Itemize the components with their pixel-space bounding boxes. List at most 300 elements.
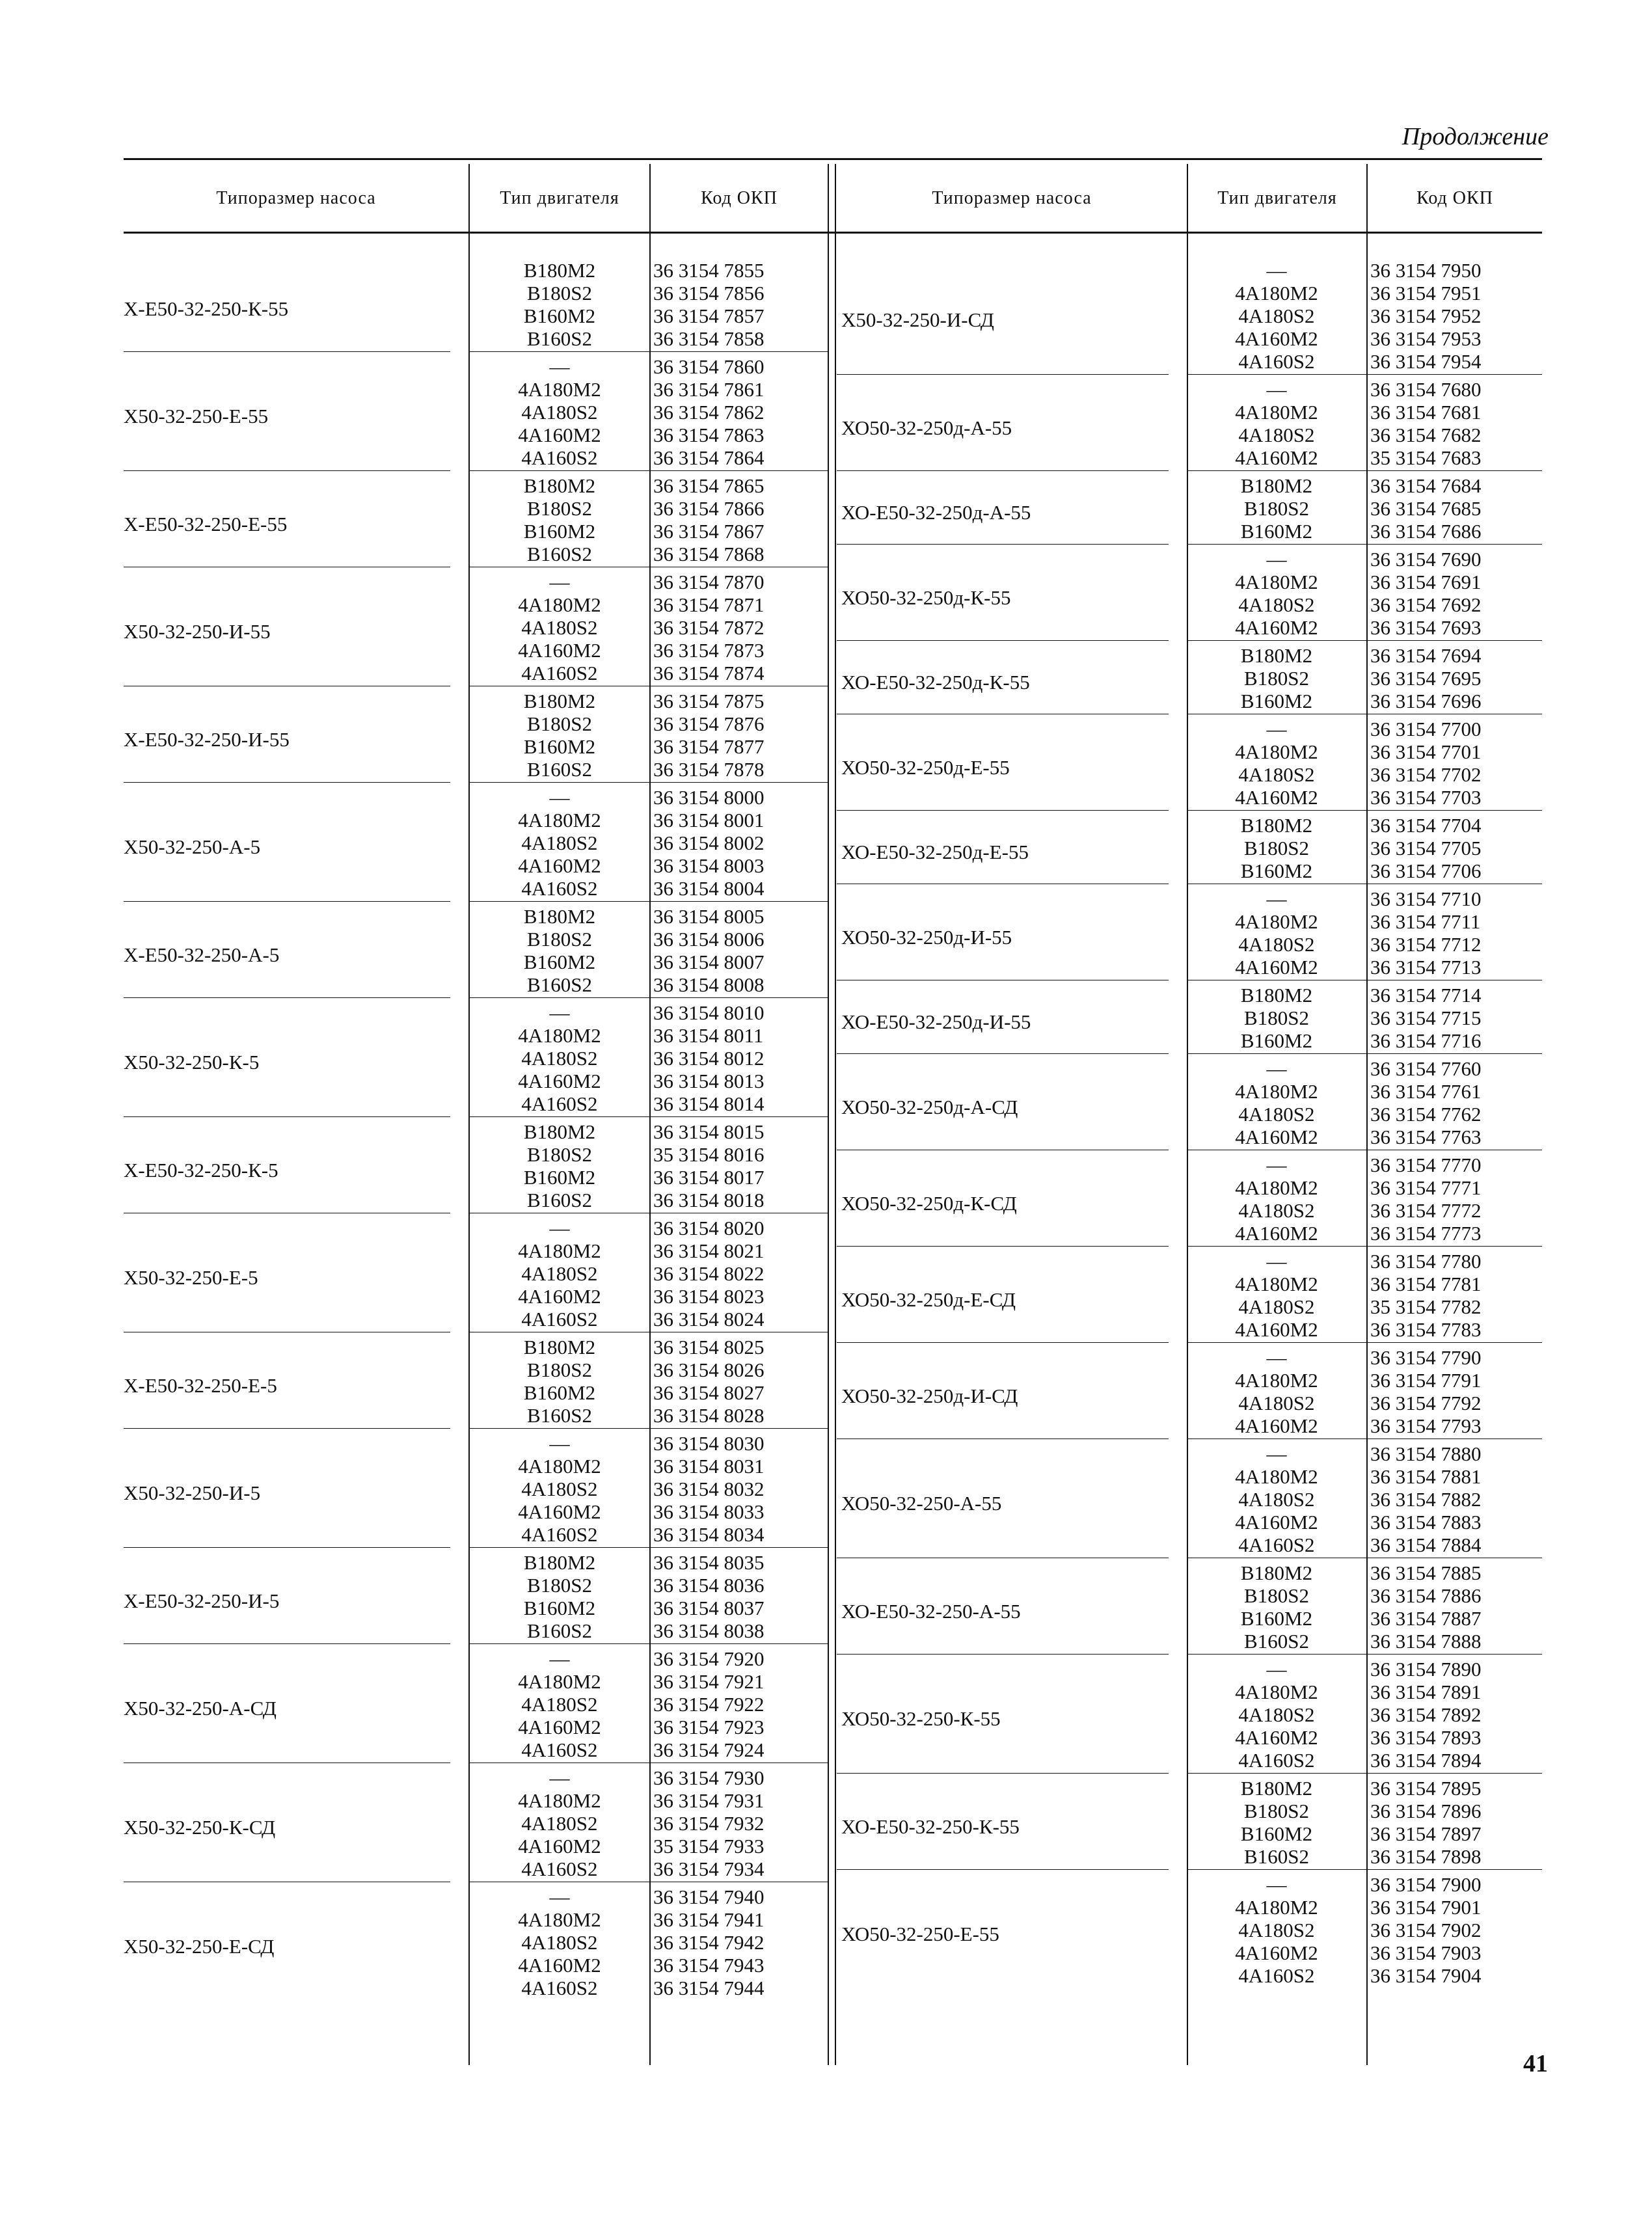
okp-code-cell: 36 3154 7700 bbox=[1370, 718, 1482, 740]
motor-type-cell: В180М2 bbox=[523, 1551, 596, 1574]
okp-code-cell: 35 3154 7933 bbox=[653, 1835, 765, 1858]
okp-code-cell: 36 3154 8025 bbox=[653, 1336, 765, 1358]
group-separator-rule bbox=[837, 810, 1169, 811]
okp-code-cell: 36 3154 8032 bbox=[653, 1478, 765, 1500]
pump-size-label: ХО50-32-250д-К-СД bbox=[841, 1191, 1017, 1215]
motor-type-cell: В180М2 bbox=[1240, 984, 1313, 1006]
okp-code-cell: 36 3154 7903 bbox=[1370, 1941, 1482, 1964]
motor-type-cell: — bbox=[1266, 1346, 1287, 1369]
okp-code-cell: 36 3154 7934 bbox=[653, 1858, 765, 1880]
okp-code-cell: 36 3154 8012 bbox=[653, 1047, 765, 1070]
pump-size-label: Х50-32-250-Е-55 bbox=[124, 405, 269, 427]
motor-type-cell: 4А160S2 bbox=[521, 877, 598, 900]
motor-type-cell: 4А180S2 bbox=[521, 1931, 598, 1954]
okp-code-cell: 36 3154 7888 bbox=[1370, 1630, 1482, 1653]
motor-type-cell: — bbox=[1266, 548, 1287, 571]
motor-type-cell: 4А160S2 bbox=[521, 446, 598, 469]
motor-type-cell: 4А160М2 bbox=[518, 1716, 601, 1738]
motor-type-cell: — bbox=[549, 1647, 570, 1670]
motor-type-cell: 4А180М2 bbox=[518, 1024, 601, 1047]
header-pump-right: Типоразмер насоса bbox=[932, 188, 1092, 208]
okp-code-cell: 36 3154 8015 bbox=[653, 1120, 765, 1143]
okp-code-cell: 36 3154 8005 bbox=[653, 905, 765, 928]
motor-type-cell: В180S2 bbox=[1244, 1584, 1309, 1607]
motor-type-cell: — bbox=[1266, 1250, 1287, 1273]
motor-type-cell: В180S2 bbox=[527, 282, 592, 304]
okp-code-cell: 36 3154 7895 bbox=[1370, 1777, 1482, 1800]
motor-type-cell: 4А180S2 bbox=[1238, 304, 1315, 327]
motor-type-cell: — bbox=[1266, 1442, 1287, 1465]
okp-code-cell: 36 3154 8017 bbox=[653, 1166, 765, 1189]
okp-code-cell: 36 3154 7773 bbox=[1370, 1222, 1482, 1245]
pump-size-label: ХО50-32-250-К-55 bbox=[841, 1707, 1001, 1730]
motor-type-cell: 4А180S2 bbox=[521, 831, 598, 854]
motor-type-cell: 4А180S2 bbox=[521, 401, 598, 424]
motor-type-cell: 4А160S2 bbox=[521, 1092, 598, 1115]
pump-size-label: ХО50-32-250д-А-СД bbox=[841, 1095, 1018, 1118]
motor-type-cell: В180М2 bbox=[523, 690, 596, 712]
motor-type-cell: 4А160S2 bbox=[1238, 1964, 1315, 1987]
okp-code-cell: 36 3154 7714 bbox=[1370, 984, 1482, 1006]
group-separator-rule bbox=[1188, 1654, 1542, 1655]
okp-code-cell: 36 3154 8034 bbox=[653, 1523, 765, 1546]
motor-type-cell: В160М2 bbox=[523, 1381, 596, 1404]
motor-type-cell: 4А160М2 bbox=[1235, 616, 1318, 639]
group-separator-rule bbox=[837, 374, 1169, 375]
pump-size-label: ХО50-32-250д-А-55 bbox=[841, 416, 1012, 439]
okp-code-cell: 36 3154 7702 bbox=[1370, 763, 1482, 786]
okp-code-cell: 36 3154 7867 bbox=[653, 520, 765, 543]
okp-code-cell: 36 3154 7878 bbox=[653, 758, 765, 781]
okp-code-cell: 36 3154 7866 bbox=[653, 497, 765, 520]
okp-code-cell: 36 3154 7896 bbox=[1370, 1800, 1482, 1822]
okp-code-cell: 36 3154 7881 bbox=[1370, 1465, 1482, 1488]
okp-code-cell: 36 3154 7857 bbox=[653, 304, 765, 327]
okp-code-cell: 36 3154 7904 bbox=[1370, 1964, 1482, 1987]
okp-code-cell: 36 3154 7856 bbox=[653, 282, 765, 304]
okp-code-cell: 36 3154 7901 bbox=[1370, 1896, 1482, 1919]
group-separator-rule bbox=[124, 351, 450, 352]
motor-type-cell: 4А180М2 bbox=[1235, 571, 1318, 593]
okp-code-cell: 36 3154 7862 bbox=[653, 401, 765, 424]
pump-size-label: Х50-32-250-К-СД bbox=[124, 1816, 276, 1839]
motor-type-cell: 4А180S2 bbox=[1238, 1392, 1315, 1414]
motor-type-cell: 4А160М2 bbox=[518, 854, 601, 877]
okp-code-cell: 36 3154 8008 bbox=[653, 973, 765, 996]
pump-size-label: ХО-Е50-32-250-К-55 bbox=[841, 1815, 1020, 1838]
group-separator-rule bbox=[470, 1643, 828, 1644]
okp-code-cell: 36 3154 7761 bbox=[1370, 1080, 1482, 1103]
motor-type-cell: 4А180М2 bbox=[1235, 1176, 1318, 1199]
motor-type-cell: В160М2 bbox=[1240, 1607, 1313, 1630]
motor-type-cell: — bbox=[1266, 718, 1287, 740]
motor-type-cell: 4А160М2 bbox=[518, 1835, 601, 1858]
group-separator-rule bbox=[837, 640, 1169, 641]
okp-code-cell: 36 3154 7716 bbox=[1370, 1029, 1482, 1052]
okp-code-cell: 35 3154 8016 bbox=[653, 1143, 765, 1166]
group-separator-rule bbox=[124, 997, 450, 998]
okp-code-cell: 36 3154 7692 bbox=[1370, 593, 1482, 616]
group-separator-rule bbox=[470, 782, 828, 783]
motor-type-cell: — bbox=[1266, 1154, 1287, 1176]
group-separator-rule bbox=[124, 470, 450, 471]
group-separator-rule bbox=[1188, 640, 1542, 641]
okp-code-cell: 36 3154 7942 bbox=[653, 1931, 765, 1954]
okp-code-cell: 36 3154 7772 bbox=[1370, 1199, 1482, 1222]
group-separator-rule bbox=[124, 782, 450, 783]
motor-type-cell: В160М2 bbox=[523, 520, 596, 543]
continuation-note: Продолжение bbox=[1401, 123, 1549, 150]
motor-type-cell: В160М2 bbox=[1240, 690, 1313, 712]
okp-code-cell: 36 3154 7902 bbox=[1370, 1919, 1482, 1941]
okp-code-cell: 36 3154 7703 bbox=[1370, 786, 1482, 809]
okp-code-cell: 36 3154 8026 bbox=[653, 1358, 765, 1381]
okp-code-cell: 35 3154 7683 bbox=[1370, 446, 1482, 469]
group-separator-rule bbox=[470, 1547, 828, 1548]
okp-code-cell: 36 3154 8001 bbox=[653, 809, 765, 831]
okp-code-cell: 36 3154 8013 bbox=[653, 1070, 765, 1092]
motor-type-cell: — bbox=[1266, 887, 1287, 910]
motor-type-cell: В180S2 bbox=[527, 1574, 592, 1597]
group-separator-rule bbox=[124, 1547, 450, 1548]
motor-type-cell: 4А180S2 bbox=[1238, 933, 1315, 956]
okp-code-cell: 36 3154 7930 bbox=[653, 1766, 765, 1789]
motor-type-cell: В180S2 bbox=[1244, 497, 1309, 520]
pump-size-label: Х50-32-250-И-55 bbox=[124, 620, 271, 643]
group-separator-rule bbox=[470, 901, 828, 902]
motor-type-cell: В160S2 bbox=[527, 1619, 592, 1642]
header-motor-left: Тип двигателя bbox=[500, 188, 619, 208]
okp-code-cell: 36 3154 7711 bbox=[1370, 910, 1481, 933]
okp-code-cell: 36 3154 7953 bbox=[1370, 327, 1482, 350]
motor-type-cell: В180S2 bbox=[527, 1143, 592, 1166]
motor-type-cell: В180М2 bbox=[523, 1336, 596, 1358]
motor-type-cell: 4А180М2 bbox=[518, 1455, 601, 1478]
column-rule bbox=[1187, 164, 1188, 2065]
motor-type-cell: В180М2 bbox=[1240, 474, 1313, 497]
pump-size-label: Х50-32-250-И-5 bbox=[124, 1481, 261, 1504]
motor-type-cell: 4А160М2 bbox=[1235, 327, 1318, 350]
header-pump-left: Типоразмер насоса bbox=[216, 188, 376, 208]
okp-code-cell: 36 3154 7944 bbox=[653, 1977, 765, 1999]
okp-code-cell: 36 3154 8007 bbox=[653, 951, 765, 973]
okp-code-cell: 36 3154 7760 bbox=[1370, 1057, 1482, 1080]
motor-type-cell: В160S2 bbox=[527, 1189, 592, 1211]
motor-type-cell: В180S2 bbox=[527, 712, 592, 735]
group-separator-rule bbox=[837, 1053, 1169, 1054]
motor-type-cell: 4А180М2 bbox=[518, 378, 601, 401]
pump-size-label: Х-Е50-32-250-Е-5 bbox=[124, 1373, 277, 1397]
group-separator-rule bbox=[470, 997, 828, 998]
okp-code-cell: 36 3154 8036 bbox=[653, 1574, 765, 1597]
okp-code-cell: 36 3154 8037 bbox=[653, 1597, 765, 1619]
okp-code-cell: 36 3154 7891 bbox=[1370, 1681, 1482, 1703]
group-separator-rule bbox=[1188, 1053, 1542, 1054]
motor-type-cell: 4А180М2 bbox=[1235, 1465, 1318, 1488]
motor-type-cell: 4А180S2 bbox=[521, 1693, 598, 1716]
okp-code-cell: 36 3154 7690 bbox=[1370, 548, 1482, 571]
pump-size-label: Х-Е50-32-250-К-55 bbox=[124, 297, 289, 320]
motor-type-cell: 4А180S2 bbox=[521, 1262, 598, 1285]
motor-type-cell: 4А160S2 bbox=[1238, 1749, 1315, 1772]
motor-type-cell: 4А160S2 bbox=[521, 1977, 598, 1999]
okp-code-cell: 36 3154 7705 bbox=[1370, 837, 1482, 859]
okp-code-cell: 36 3154 7695 bbox=[1370, 667, 1482, 690]
okp-code-cell: 36 3154 8006 bbox=[653, 928, 765, 951]
okp-code-cell: 36 3154 8003 bbox=[653, 854, 765, 877]
pump-size-label: Х50-32-250-А-5 bbox=[124, 835, 261, 858]
pump-size-label: ХО50-32-250д-Е-55 bbox=[841, 755, 1010, 779]
okp-code-cell: 36 3154 7780 bbox=[1370, 1250, 1482, 1273]
motor-type-cell: 4А180М2 bbox=[1235, 1896, 1318, 1919]
motor-type-cell: В180М2 bbox=[1240, 644, 1313, 667]
motor-type-cell: — bbox=[1266, 378, 1287, 401]
okp-code-cell: 36 3154 8023 bbox=[653, 1285, 765, 1308]
header-code-left: Код ОКП bbox=[701, 188, 778, 208]
okp-code-cell: 36 3154 8028 bbox=[653, 1404, 765, 1427]
okp-code-cell: 36 3154 7932 bbox=[653, 1812, 765, 1835]
motor-type-cell: 4А160М2 bbox=[1235, 1222, 1318, 1245]
okp-code-cell: 36 3154 7941 bbox=[653, 1908, 765, 1931]
motor-type-cell: 4А180М2 bbox=[518, 1239, 601, 1262]
pump-size-label: Х50-32-250-И-СД bbox=[841, 308, 994, 331]
okp-code-cell: 36 3154 8014 bbox=[653, 1092, 765, 1115]
pump-size-label: ХО50-32-250д-И-55 bbox=[841, 925, 1012, 949]
column-rule bbox=[828, 164, 829, 2065]
group-separator-rule bbox=[470, 351, 828, 352]
okp-code-cell: 36 3154 7873 bbox=[653, 639, 765, 662]
okp-code-cell: 36 3154 7860 bbox=[653, 355, 765, 378]
okp-code-cell: 36 3154 7885 bbox=[1370, 1561, 1482, 1584]
okp-code-cell: 36 3154 7886 bbox=[1370, 1584, 1482, 1607]
okp-code-cell: 36 3154 7940 bbox=[653, 1885, 765, 1908]
okp-code-cell: 36 3154 8011 bbox=[653, 1024, 764, 1047]
motor-type-cell: В180М2 bbox=[523, 905, 596, 928]
motor-type-cell: 4А180М2 bbox=[1235, 910, 1318, 933]
motor-type-cell: 4А180S2 bbox=[1238, 593, 1315, 616]
pump-size-label: Х50-32-250-А-СД bbox=[124, 1697, 277, 1720]
motor-type-cell: 4А180М2 bbox=[518, 809, 601, 831]
page-number: 41 bbox=[1523, 2050, 1548, 2077]
okp-code-cell: 36 3154 7684 bbox=[1370, 474, 1482, 497]
motor-type-cell: 4А180М2 bbox=[1235, 401, 1318, 424]
motor-type-cell: В160М2 bbox=[523, 304, 596, 327]
group-separator-rule bbox=[1188, 374, 1542, 375]
motor-type-cell: В160S2 bbox=[1244, 1630, 1309, 1653]
okp-code-cell: 36 3154 8035 bbox=[653, 1551, 765, 1574]
okp-code-cell: 36 3154 7762 bbox=[1370, 1103, 1482, 1126]
okp-code-cell: 36 3154 7710 bbox=[1370, 887, 1482, 910]
okp-code-cell: 36 3154 7861 bbox=[653, 378, 765, 401]
okp-code-cell: 36 3154 7763 bbox=[1370, 1126, 1482, 1148]
group-separator-rule bbox=[1188, 1869, 1542, 1870]
group-separator-rule bbox=[124, 1428, 450, 1429]
motor-type-cell: 4А180S2 bbox=[521, 1812, 598, 1835]
okp-code-cell: 36 3154 7680 bbox=[1370, 378, 1482, 401]
motor-type-cell: 4А160S2 bbox=[1238, 350, 1315, 373]
okp-code-cell: 36 3154 7870 bbox=[653, 571, 765, 593]
group-separator-rule bbox=[470, 1428, 828, 1429]
motor-type-cell: В160М2 bbox=[523, 1166, 596, 1189]
pump-size-label: ХО-Е50-32-250д-К-55 bbox=[841, 671, 1030, 694]
okp-code-cell: 36 3154 7868 bbox=[653, 543, 765, 565]
okp-code-cell: 36 3154 7715 bbox=[1370, 1006, 1482, 1029]
motor-type-cell: — bbox=[1266, 1658, 1287, 1681]
group-separator-rule bbox=[1188, 544, 1542, 545]
motor-type-cell: В180S2 bbox=[1244, 1800, 1309, 1822]
group-separator-rule bbox=[1188, 1342, 1542, 1343]
okp-code-cell: 36 3154 7770 bbox=[1370, 1154, 1482, 1176]
okp-code-cell: 36 3154 8027 bbox=[653, 1381, 765, 1404]
group-separator-rule bbox=[470, 470, 828, 471]
motor-type-cell: 4А160М2 bbox=[518, 639, 601, 662]
header-motor-right: Тип двигателя bbox=[1217, 188, 1337, 208]
okp-code-cell: 36 3154 7686 bbox=[1370, 520, 1482, 543]
okp-code-cell: 36 3154 7713 bbox=[1370, 956, 1482, 979]
okp-code-cell: 36 3154 8021 bbox=[653, 1239, 765, 1262]
motor-type-cell: В160М2 bbox=[1240, 1822, 1313, 1845]
okp-code-cell: 36 3154 7694 bbox=[1370, 644, 1482, 667]
motor-type-cell: 4А160S2 bbox=[1238, 1533, 1315, 1556]
motor-type-cell: В180М2 bbox=[1240, 1777, 1313, 1800]
okp-code-cell: 36 3154 7855 bbox=[653, 259, 765, 282]
motor-type-cell: В180S2 bbox=[527, 497, 592, 520]
motor-type-cell: 4А180S2 bbox=[1238, 1919, 1315, 1941]
okp-code-cell: 36 3154 7890 bbox=[1370, 1658, 1482, 1681]
motor-type-cell: 4А160S2 bbox=[521, 1738, 598, 1761]
okp-code-cell: 36 3154 7954 bbox=[1370, 350, 1482, 373]
okp-code-cell: 36 3154 7696 bbox=[1370, 690, 1482, 712]
motor-type-cell: 4А160М2 bbox=[1235, 1126, 1318, 1148]
motor-type-cell: В160S2 bbox=[1244, 1845, 1309, 1868]
motor-type-cell: В160М2 bbox=[523, 1597, 596, 1619]
okp-code-cell: 36 3154 7893 bbox=[1370, 1726, 1482, 1749]
okp-code-cell: 36 3154 7950 bbox=[1370, 259, 1482, 282]
motor-type-cell: 4А160М2 bbox=[518, 1070, 601, 1092]
motor-type-cell: В160М2 bbox=[1240, 859, 1313, 882]
okp-code-cell: 36 3154 7882 bbox=[1370, 1488, 1482, 1511]
motor-type-cell: — bbox=[1266, 1873, 1287, 1896]
motor-type-cell: 4А160S2 bbox=[521, 662, 598, 684]
pump-size-label: Х50-32-250-К-5 bbox=[124, 1051, 260, 1074]
okp-code-cell: 36 3154 7706 bbox=[1370, 859, 1482, 882]
pump-size-label: ХО50-32-250д-Е-СД bbox=[841, 1288, 1016, 1311]
motor-type-cell: 4А180М2 bbox=[1235, 1273, 1318, 1295]
motor-type-cell: 4А180S2 bbox=[1238, 1103, 1315, 1126]
okp-code-cell: 36 3154 7952 bbox=[1370, 304, 1482, 327]
motor-type-cell: 4А160М2 bbox=[1235, 1318, 1318, 1341]
motor-type-cell: В180S2 bbox=[1244, 667, 1309, 690]
motor-type-cell: 4А160М2 bbox=[1235, 1941, 1318, 1964]
okp-code-cell: 36 3154 7863 bbox=[653, 424, 765, 446]
motor-type-cell: 4А180S2 bbox=[1238, 1295, 1315, 1318]
pump-size-label: ХО50-32-250д-И-СД bbox=[841, 1384, 1018, 1407]
okp-code-cell: 36 3154 7864 bbox=[653, 446, 765, 469]
okp-code-cell: 36 3154 7783 bbox=[1370, 1318, 1482, 1341]
motor-type-cell: В180S2 bbox=[1244, 837, 1309, 859]
group-separator-rule bbox=[124, 1116, 450, 1117]
okp-code-cell: 36 3154 7920 bbox=[653, 1647, 765, 1670]
group-separator-rule bbox=[124, 901, 450, 902]
motor-type-cell: В160S2 bbox=[527, 973, 592, 996]
okp-code-cell: 36 3154 8018 bbox=[653, 1189, 765, 1211]
okp-code-cell: 36 3154 7682 bbox=[1370, 424, 1482, 446]
pump-size-label: Х-Е50-32-250-И-5 bbox=[124, 1589, 280, 1612]
column-rule bbox=[468, 164, 470, 2065]
okp-code-cell: 36 3154 7898 bbox=[1370, 1845, 1482, 1868]
motor-type-cell: 4А160М2 bbox=[1235, 1726, 1318, 1749]
motor-type-cell: 4А180S2 bbox=[521, 616, 598, 639]
motor-type-cell: 4А160М2 bbox=[518, 1954, 601, 1977]
okp-code-cell: 36 3154 7790 bbox=[1370, 1346, 1482, 1369]
motor-type-cell: 4А180М2 bbox=[1235, 282, 1318, 304]
okp-code-cell: 36 3154 7877 bbox=[653, 735, 765, 758]
okp-code-cell: 36 3154 7883 bbox=[1370, 1511, 1482, 1533]
okp-code-cell: 36 3154 7685 bbox=[1370, 497, 1482, 520]
okp-code-cell: 36 3154 7921 bbox=[653, 1670, 765, 1693]
motor-type-cell: В180М2 bbox=[523, 474, 596, 497]
motor-type-cell: 4А160М2 bbox=[518, 1500, 601, 1523]
motor-type-cell: — bbox=[549, 1432, 570, 1455]
motor-type-cell: — bbox=[549, 1001, 570, 1024]
motor-type-cell: 4А180S2 bbox=[1238, 1199, 1315, 1222]
okp-code-cell: 36 3154 7922 bbox=[653, 1693, 765, 1716]
motor-type-cell: 4А180S2 bbox=[521, 1478, 598, 1500]
motor-type-cell: 4А180S2 bbox=[1238, 763, 1315, 786]
pump-size-label: Х-Е50-32-250-К-5 bbox=[124, 1158, 278, 1182]
okp-code-cell: 36 3154 7791 bbox=[1370, 1369, 1482, 1392]
okp-code-cell: 36 3154 7872 bbox=[653, 616, 765, 639]
motor-type-cell: В160S2 bbox=[527, 543, 592, 565]
motor-type-cell: В180М2 bbox=[523, 259, 596, 282]
pump-size-label: Х-Е50-32-250-И-55 bbox=[124, 727, 290, 751]
group-separator-rule bbox=[1188, 810, 1542, 811]
okp-code-cell: 36 3154 8004 bbox=[653, 877, 765, 900]
motor-type-cell: — bbox=[1266, 1057, 1287, 1080]
motor-type-cell: 4А180S2 bbox=[1238, 424, 1315, 446]
motor-type-cell: 4А180М2 bbox=[1235, 1369, 1318, 1392]
motor-type-cell: 4А180М2 bbox=[1235, 1681, 1318, 1703]
pump-size-label: Х50-32-250-Е-СД bbox=[124, 1935, 275, 1958]
okp-code-cell: 36 3154 7923 bbox=[653, 1716, 765, 1738]
motor-type-cell: 4А180S2 bbox=[1238, 1703, 1315, 1726]
okp-code-cell: 36 3154 7951 bbox=[1370, 282, 1482, 304]
motor-type-cell: 4А160М2 bbox=[518, 1285, 601, 1308]
motor-type-cell: — bbox=[1266, 259, 1287, 282]
motor-type-cell: 4А180М2 bbox=[518, 1789, 601, 1812]
header-code-right: Код ОКП bbox=[1416, 188, 1493, 208]
group-separator-rule bbox=[1188, 1246, 1542, 1247]
motor-type-cell: 4А160S2 bbox=[521, 1858, 598, 1880]
okp-code-cell: 36 3154 8030 bbox=[653, 1432, 765, 1455]
okp-code-cell: 36 3154 7931 bbox=[653, 1789, 765, 1812]
motor-type-cell: 4А180М2 bbox=[518, 1670, 601, 1693]
motor-type-cell: 4А160S2 bbox=[521, 1523, 598, 1546]
okp-code-cell: 36 3154 8031 bbox=[653, 1455, 765, 1478]
pump-size-label: ХО-Е50-32-250д-А-55 bbox=[841, 501, 1031, 524]
motor-type-cell: В180S2 bbox=[1244, 1006, 1309, 1029]
pump-size-label: Х-Е50-32-250-А-5 bbox=[124, 943, 280, 966]
okp-code-cell: 36 3154 7792 bbox=[1370, 1392, 1482, 1414]
column-rule bbox=[1366, 164, 1368, 2065]
motor-type-cell: 4А180М2 bbox=[1235, 1080, 1318, 1103]
okp-code-cell: 36 3154 8033 bbox=[653, 1500, 765, 1523]
group-separator-rule bbox=[837, 470, 1169, 471]
okp-code-cell: 36 3154 7704 bbox=[1370, 814, 1482, 837]
okp-code-cell: 36 3154 7897 bbox=[1370, 1822, 1482, 1845]
motor-type-cell: 4А160S2 bbox=[521, 1308, 598, 1331]
motor-type-cell: 4А180S2 bbox=[521, 1047, 598, 1070]
